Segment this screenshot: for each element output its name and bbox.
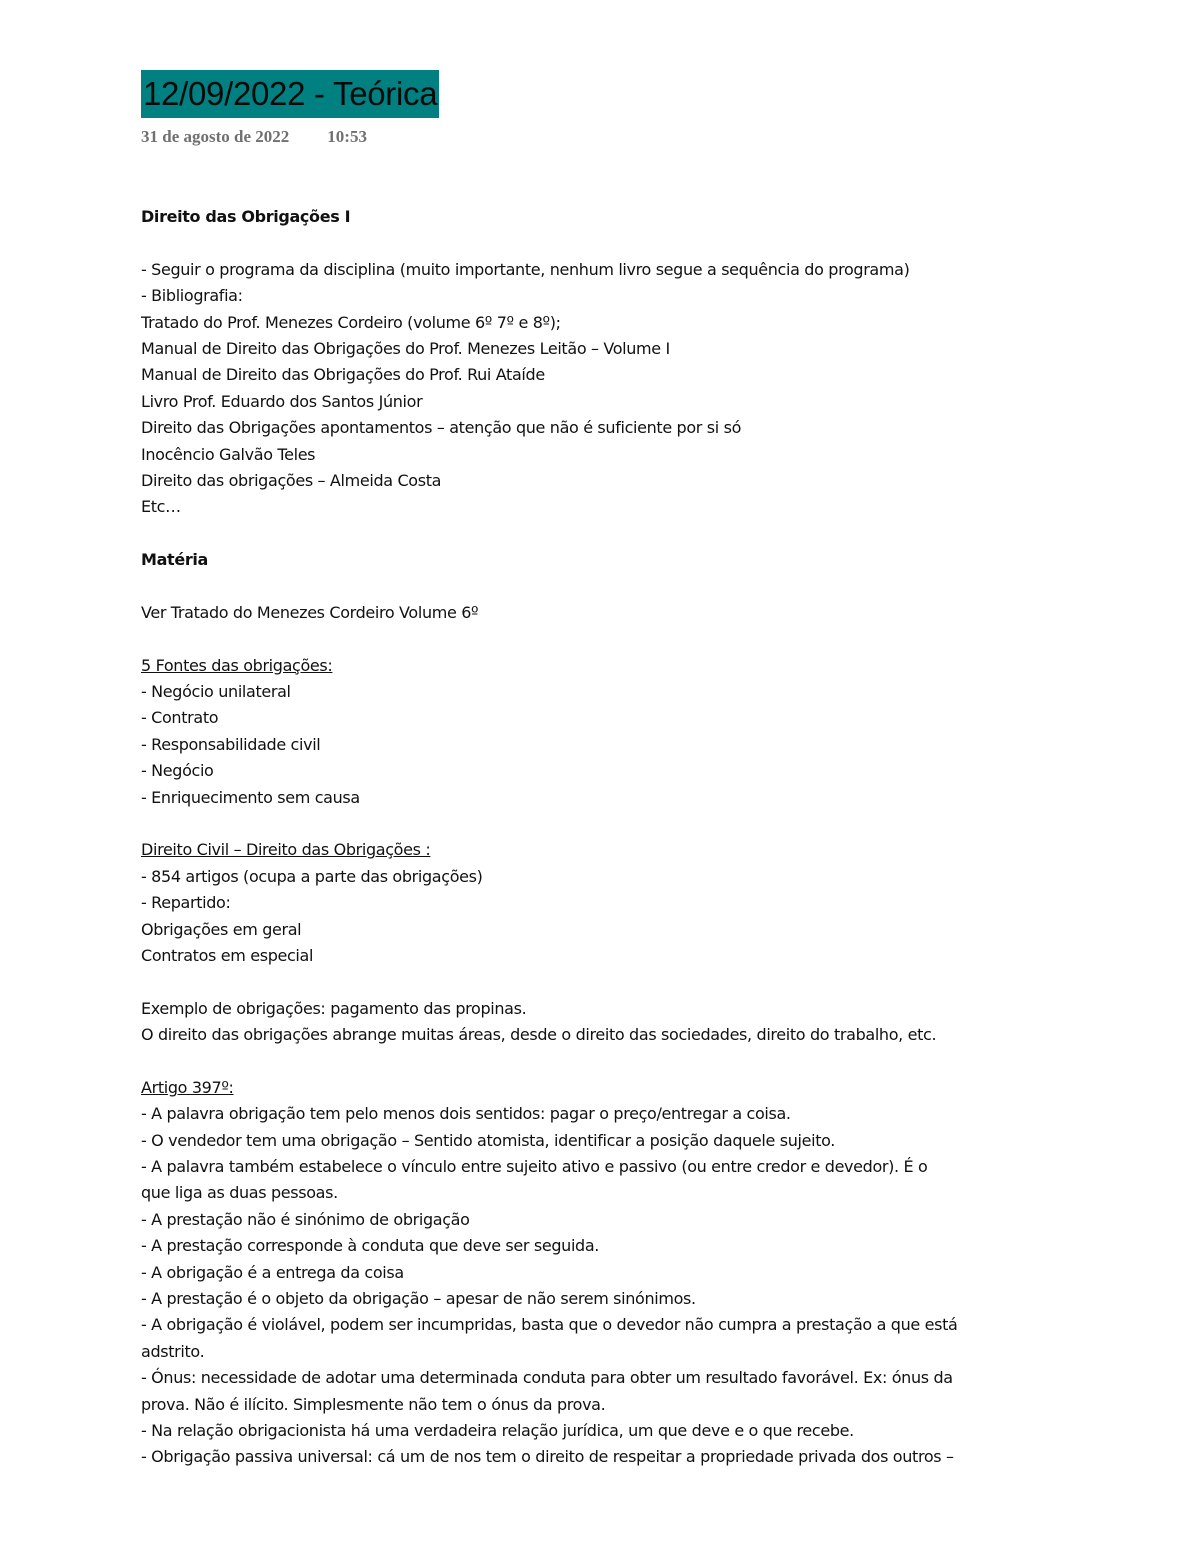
note-time: 10:53 <box>327 127 367 146</box>
text-line: - Obrigação passiva universal: cá um de nos tem o direito de respeitar a propriedade privada dos outros – <box>141 1447 954 1467</box>
text-line: Manual de Direito das Obrigações do Prof. Rui Ataíde <box>141 365 545 385</box>
spacer <box>141 573 1071 599</box>
section-heading: Direito das Obrigações I <box>141 207 351 226</box>
text-line: Manual de Direito das Obrigações do Prof. Menezes Leitão – Volume I <box>141 338 670 358</box>
text-line: - Contrato <box>141 708 219 728</box>
text-line: - O vendedor tem uma obrigação – Sentido atomista, identificar a posição daquele sujeito. <box>141 1130 836 1150</box>
section-heading: Matéria <box>141 550 208 570</box>
text-line: - A obrigação é violável, podem ser incumpridas, basta que o devedor não cumpra a prestação a que está <box>141 1315 958 1335</box>
text-line: Contratos em especial <box>141 945 314 965</box>
section-heading: 5 Fontes das obrigações: <box>141 655 333 675</box>
text-line: - A obrigação é a entrega da coisa <box>141 1262 404 1282</box>
text-line: adstrito. <box>141 1341 205 1361</box>
note-page <box>141 70 1071 1471</box>
text-line: - Repartido: <box>141 893 231 913</box>
text-line: - A palavra também estabelece o vínculo entre sujeito ativo e passivo (ou entre credor e devedor). É o <box>141 1157 928 1177</box>
text-line: - Responsabilidade civil <box>141 734 321 754</box>
text-line: - Seguir o programa da disciplina (muito importante, nenhum livro segue a sequência do programa) <box>141 259 910 279</box>
text-line: Tratado do Prof. Menezes Cordeiro (volume 6º 7º e 8º); <box>141 312 561 332</box>
note-date: 31 de agosto de 2022 <box>141 127 290 146</box>
text-line: Direito das obrigações – Almeida Costa <box>141 470 442 490</box>
text-line: - A palavra obrigação tem pelo menos dois sentidos: pagar o preço/entregar a coisa. <box>141 1104 791 1124</box>
text-line: - Bibliografia: <box>141 286 243 306</box>
text-line: - A prestação não é sinónimo de obrigação <box>141 1209 470 1229</box>
section-heading: Direito Civil – Direito das Obrigações : <box>141 840 431 860</box>
text-line: que liga as duas pessoas. <box>141 1183 338 1203</box>
spacer <box>141 521 1071 547</box>
text-line: Exemplo de obrigações: pagamento das propinas. <box>141 998 527 1018</box>
text-line: Livro Prof. Eduardo dos Santos Júnior <box>141 391 423 411</box>
spacer <box>141 811 1071 837</box>
text-line: - A prestação é o objeto da obrigação – apesar de não serem sinónimos. <box>141 1289 696 1309</box>
text-line: - Ónus: necessidade de adotar uma determinada conduta para obter um resultado favorável. Ex: ónus da <box>141 1368 953 1388</box>
spacer <box>141 1049 1071 1075</box>
page-title: 12/09/2022 - Teórica <box>141 70 439 118</box>
section-heading: Artigo 397º: <box>141 1077 234 1097</box>
text-line: - A prestação corresponde à conduta que deve ser seguida. <box>141 1236 600 1256</box>
spacer <box>141 626 1071 652</box>
text-line: Obrigações em geral <box>141 919 302 939</box>
note-body <box>141 204 1071 1471</box>
text-line: Direito das Obrigações apontamentos – atenção que não é suficiente por si só <box>141 418 742 438</box>
text-line: O direito das obrigações abrange muitas áreas, desde o direito das sociedades, direito do trabalho, etc. <box>141 1025 937 1045</box>
text-line: - Enriquecimento sem causa <box>141 787 360 807</box>
text-line: Etc… <box>141 497 181 517</box>
text-line: - Na relação obrigacionista há uma verdadeira relação jurídica, um que deve e o que recebe. <box>141 1420 854 1440</box>
text-line: - Negócio <box>141 761 214 781</box>
note-metadata <box>141 124 1071 150</box>
text-line: Inocêncio Galvão Teles <box>141 444 316 464</box>
text-line: - 854 artigos (ocupa a parte das obrigações) <box>141 866 483 886</box>
spacer <box>141 969 1071 995</box>
text-line: - Negócio unilateral <box>141 682 291 702</box>
text-line: Ver Tratado do Menezes Cordeiro Volume 6º <box>141 602 479 622</box>
text-line: prova. Não é ilícito. Simplesmente não tem o ónus da prova. <box>141 1394 606 1414</box>
spacer <box>141 230 1071 256</box>
